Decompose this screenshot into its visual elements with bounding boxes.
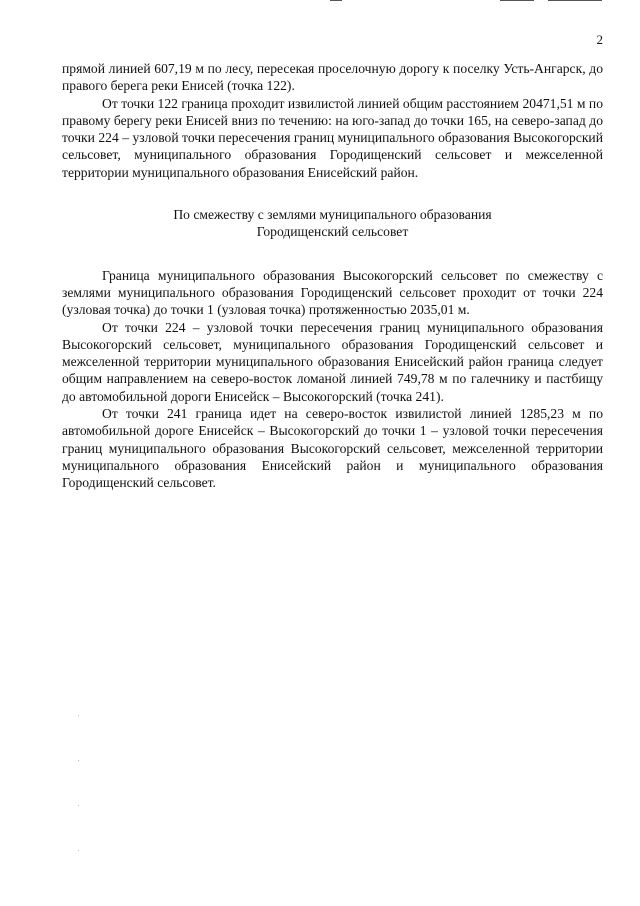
section-heading [62, 206, 603, 241]
paragraph: прямой линией 607,19 м по лесу, пересекая проселочную дорогу к поселку Усть-Ангарск, до правого берега реки Енисей (точка 122). [62, 61, 603, 94]
page-number: 2 [596, 32, 603, 47]
scan-speck [78, 715, 79, 716]
scan-artifact-line [330, 0, 342, 1]
paragraph: От точки 122 граница проходит извилистой линией общим расстоянием 20471,51 м по правому берегу реки Енисей вниз по течению: на юго-запад до точки 165, на северо-запад до точки 224 – узловой точки пересечения границ муниципального образования Высокогорский сельсовет, муниципального образования Городищенский сельсовет и межселенной территории муниципального образования Енисейский район. [62, 95, 603, 180]
scan-speck [78, 760, 79, 761]
paragraph: От точки 241 граница идет на северо-восток извилистой линией 1285,23 м по автомобильной дороге Енисейск – Высокогорский до точки 1 – узловой точки пересечения границ муниципального образования Высокогорский сельсовет, межселенной территории муниципального образования Енисейский район и муниципального образования Городищенский сельсовет. [62, 406, 603, 491]
scan-artifact-line [548, 0, 602, 1]
paragraph: Граница муниципального образования Высокогорский сельсовет по смежеству с землями муниципального образования Городищенский сельсовет проходит от точки 224 (узловая точка) до точки 1 (узловая точка) протяженностью 2035,01 м. [62, 267, 603, 318]
scan-speck [78, 850, 79, 851]
scan-artifact-line [500, 0, 534, 1]
section-heading-line: По смежеству с землями муниципального образования [173, 207, 492, 223]
document-body [62, 60, 603, 492]
section-heading-line: Городищенский сельсовет [256, 224, 409, 240]
scan-speck [78, 805, 79, 806]
paragraph: От точки 224 – узловой точки пересечения границ муниципального образования Высокогорский сельсовет, муниципального образования Городищенский сельсовет и межселенной территории муниципального образования Енисейский район граница следует общим направлением на северо-восток ломаной линией 749,78 м по галечнику и пастбищу до автомобильной дороги Енисейск – Высокогорский (точка 241). [62, 319, 603, 404]
